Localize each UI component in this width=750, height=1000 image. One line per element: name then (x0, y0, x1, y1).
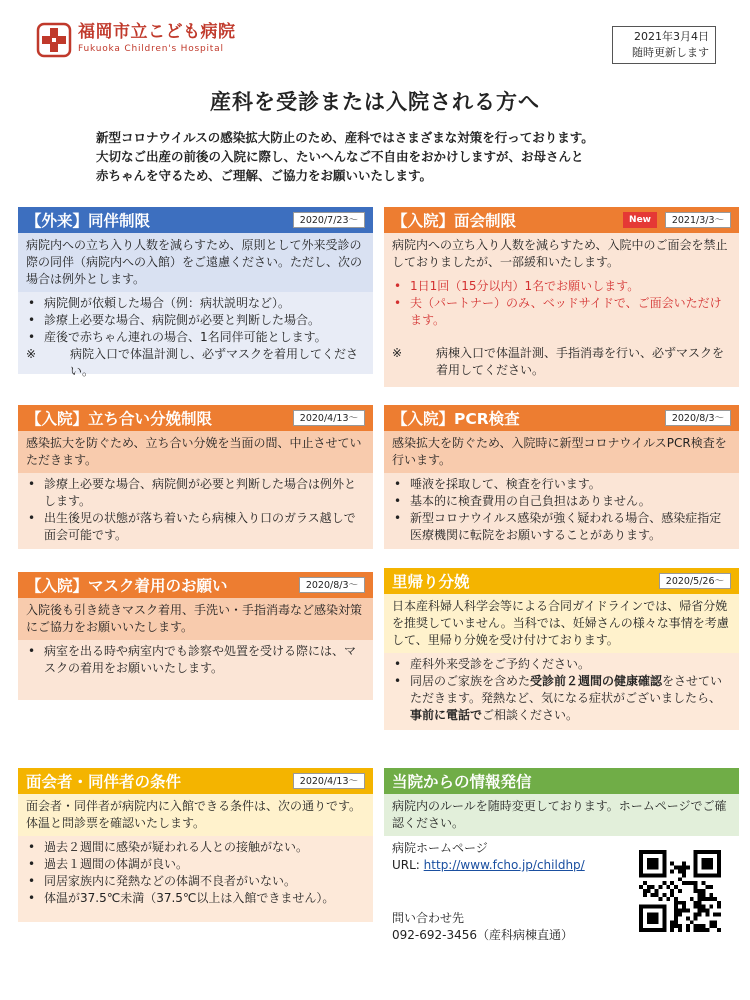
note-text: 病院入口で体温計測し、必ずマスクを着用してください。 (70, 347, 359, 378)
card-information (384, 768, 739, 946)
intro-text (96, 128, 696, 185)
list-item: • 診療上必要な場合、病院側が必要と判断した場合。 (26, 312, 365, 329)
list-item: • 同居家族内に発熱などの体調不良者がいない。 (26, 873, 365, 890)
card-list (384, 275, 739, 335)
list-item: • 夫（パートナー）のみ、ベッドサイドで、ご面会いただけます。 (392, 295, 731, 329)
card-header (18, 207, 373, 233)
card-header (384, 405, 739, 431)
card-title: 【入院】マスク着用のお願い (26, 577, 228, 595)
card-list (18, 836, 373, 913)
card-date: 2020/5/26〜 (659, 573, 731, 589)
card-body (384, 473, 739, 549)
card-lead: 入院後も引き続きマスク着用、手洗い・手指消毒など感染対策にご協力をお願いいたします。 (18, 598, 373, 640)
intro-line: 新型コロナウイルスの感染拡大防止のため、産科ではさまざまな対策を行っております。 (96, 130, 594, 145)
card-title: 【入院】PCR検査 (392, 410, 520, 428)
card-header (18, 768, 373, 794)
card-title: 【入院】面会制限 (392, 212, 517, 230)
intro-line: 赤ちゃんを守るため、ご理解、ご協力をお願いいたします。 (96, 168, 433, 183)
card-body (384, 836, 739, 950)
list-item: • 病院側が依頼した場合（例：病状説明など）。 (26, 295, 365, 312)
new-badge: New (623, 212, 657, 228)
card-lead: 面会者・同伴者が病院内に入館できる条件は、次の通りです。体温と問診票を確認いたします。 (18, 794, 373, 836)
card-header (18, 405, 373, 431)
list-item: • 体温が37.5℃未満（37.5℃以上は入館できません）。 (26, 890, 365, 907)
note-mark: ※ (26, 347, 37, 361)
list-item: • 産科外来受診をご予約ください。 (392, 656, 731, 673)
card-note (384, 345, 739, 385)
card-title: 【入院】立ち合い分娩制限 (26, 410, 213, 428)
list-item: • 新型コロナウイルス感染が強く疑われる場合、感染症指定医療機関に転院をお願いすることがあります。 (392, 510, 731, 544)
card-title: 当院からの情報発信 (392, 773, 532, 791)
card-homebirth (384, 568, 739, 740)
card-lead: 病院内のルールを随時変更しております。ホームページでご確認ください。 (384, 794, 739, 836)
card-body (384, 275, 739, 387)
card-list (384, 653, 739, 730)
list-item: • 産後で赤ちゃん連れの場合、1名同伴可能とします。 (26, 329, 365, 346)
card-date: 2020/4/13〜 (293, 773, 365, 789)
page-title: 産科を受診または入院される方へ (210, 90, 540, 114)
card-date: 2020/8/3〜 (299, 577, 365, 593)
card-lead: 病院内への立ち入り人数を減らすため、原則として外来受診の際の同伴（病院内への入館）をご遠慮ください。ただし、次の場合は例外とします。 (18, 233, 373, 292)
card-header (384, 568, 739, 594)
text-segment: 同居のご家族を含めた (410, 674, 531, 688)
card-outpatient (18, 207, 373, 379)
list-item: • 過去１週間の体調が良い。 (26, 856, 365, 873)
card-header (384, 207, 739, 233)
card-delivery-restriction (18, 405, 373, 545)
card-mask (18, 572, 373, 692)
card-list (18, 473, 373, 550)
intro-line: 大切なご出産の前後の入院に際し、たいへんなご不自由をおかけしますが、お母さんと (96, 149, 584, 164)
hospital-logo (36, 22, 236, 58)
note-mark: ※ (392, 346, 403, 360)
card-body (18, 292, 373, 378)
hp-label: 病院ホームページ (392, 841, 488, 855)
card-body (18, 836, 373, 922)
card-title: 面会者・同伴者の条件 (26, 773, 182, 791)
contact-block (392, 910, 573, 944)
note-text: 病棟入口で体温計測、手指消毒を行い、必ずマスクを着用してください。 (436, 346, 725, 377)
card-lead: 感染拡大を防ぐため、立ち合い分娩を当面の間、中止させていただきます。 (18, 431, 373, 473)
update-note: 随時更新します (632, 46, 709, 59)
card-date: 2021/3/3〜 (665, 212, 731, 228)
card-date: 2020/4/13〜 (293, 410, 365, 426)
card-date: 2020/8/3〜 (665, 410, 731, 426)
card-note (18, 346, 373, 386)
card-visitor-conditions (18, 768, 373, 916)
list-item: • 1日1回（15分以内）1名でお願いします。 (392, 278, 731, 295)
card-pcr (384, 405, 739, 545)
list-item: • 過去２週間に感染が疑われる人との接触がない。 (26, 839, 365, 856)
issue-date: 2021年3月4日 (634, 30, 709, 43)
text-segment: ご相談ください。 (482, 708, 579, 722)
date-box (612, 26, 716, 64)
list-item: • 病室を出る時や病室内でも診察や処置を受ける際には、マスクの着用をお願いいたします。 (26, 643, 365, 677)
list-item: • 出生後児の状態が落ち着いたら病棟入り口のガラス越しで面会可能です。 (26, 510, 365, 544)
contact-label: 問い合わせ先 (392, 911, 465, 925)
list-item: • 基本的に検査費用の自己負担はありません。 (392, 493, 731, 510)
text-segment: をさせていただきます。発熱など、気になる症状がございましたら、 (410, 674, 723, 705)
hospital-logo-icon (36, 22, 72, 58)
hospital-name-en: Fukuoka Children's Hospital (78, 44, 224, 54)
list-item (392, 673, 731, 724)
card-body (18, 640, 373, 700)
emphasis-call-ahead: 事前に電話で (410, 708, 483, 722)
phone-number: 092-692-3456（産科病棟直通） (392, 928, 574, 942)
card-lead: 感染拡大を防ぐため、入院時に新型コロナウイルスPCR検査を行います。 (384, 431, 739, 473)
card-date: 2020/7/23〜 (293, 212, 365, 228)
card-list (384, 473, 739, 550)
card-header (18, 572, 373, 598)
card-lead: 病院内への立ち入り人数を減らすため、入院中のご面会を禁止しておりましたが、一部緩和いたします。 (384, 233, 739, 275)
emphasis-health-check: 受診前２週間の健康確認 (530, 674, 663, 688)
list-item: • 診療上必要な場合、病院側が必要と判断した場合は例外とします。 (26, 476, 365, 510)
card-list (18, 292, 373, 352)
list-item: • 唾液を採取して、検査を行います。 (392, 476, 731, 493)
hospital-url-link[interactable]: http://www.fcho.jp/childhp/ (423, 858, 585, 872)
card-header (384, 768, 739, 794)
hospital-name: 福岡市立こども病院 (78, 22, 236, 42)
card-body (18, 473, 373, 549)
url-label: URL: (392, 858, 424, 872)
qr-code-icon[interactable] (639, 850, 721, 932)
card-lead: 日本産科婦人科学会等による合同ガイドラインでは、帰省分娩を推奨していません。当科では、妊婦さんの様々な事情を考慮して、里帰り分娩を受け付けております。 (384, 594, 739, 653)
card-title: 里帰り分娩 (392, 573, 470, 591)
card-title: 【外来】同伴制限 (26, 212, 151, 230)
card-body (384, 653, 739, 730)
card-visit-restriction (384, 207, 739, 379)
card-list (18, 640, 373, 683)
